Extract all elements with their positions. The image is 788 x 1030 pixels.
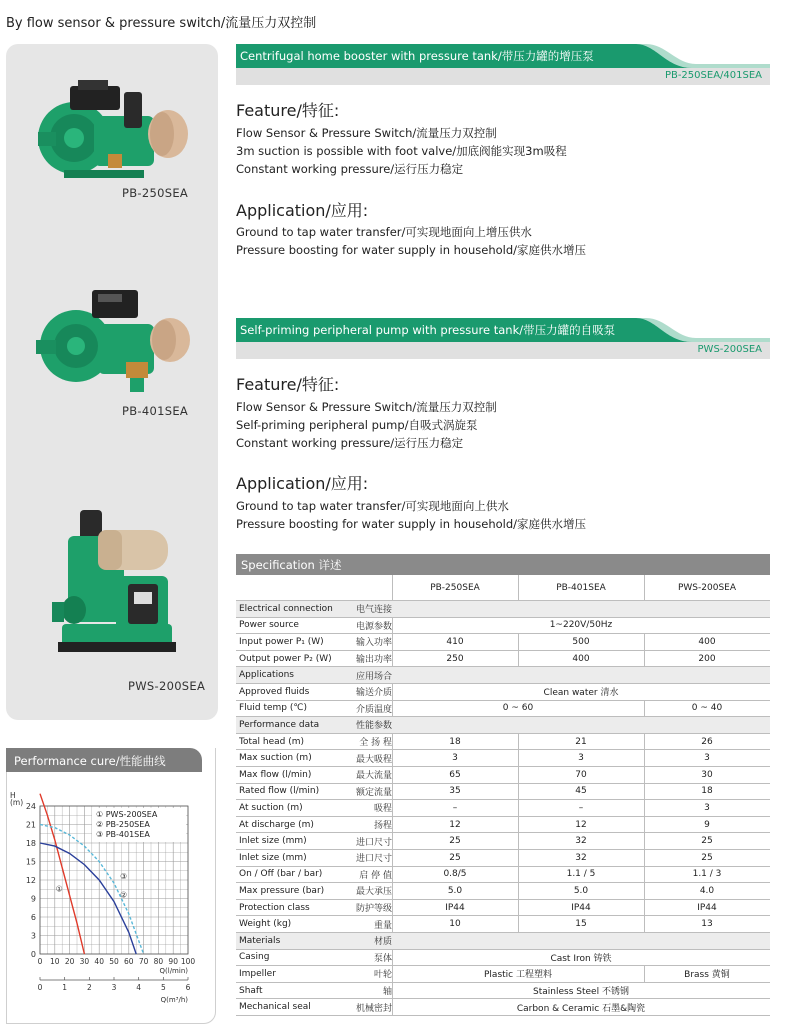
spec-value: IP44 <box>445 902 465 913</box>
feature-heading-2: Feature/特征: <box>236 375 340 394</box>
column-divider <box>644 651 645 667</box>
spec-row-label: Input power P₁ (W) <box>239 636 324 647</box>
column-divider <box>392 575 393 600</box>
column-divider <box>392 684 393 700</box>
spec-row <box>236 867 770 884</box>
column-divider <box>518 817 519 833</box>
column-divider <box>518 651 519 667</box>
spec-value: IP44 <box>571 902 591 913</box>
column-divider <box>518 850 519 866</box>
spec-row-label: Output power P₂ (W) <box>239 653 332 664</box>
x-tick-label: 30 <box>79 957 90 966</box>
spec-value: 65 <box>449 769 461 780</box>
spec-value: 18 <box>449 736 461 747</box>
spec-row-label: Materials <box>239 935 281 946</box>
spec-value: 15 <box>575 919 587 930</box>
spec-row-label-cn: 输出功率 <box>355 655 392 666</box>
spec-row-label: Shaft <box>239 985 263 996</box>
banner-models: PWS-200SEA <box>697 344 762 355</box>
banner-title: Self-priming peripheral pump with pressure tank/带压力罐的自吸泵 <box>240 323 616 337</box>
spec-row-label: Electrical connection <box>239 603 333 614</box>
column-divider <box>392 966 393 982</box>
spec-row <box>236 966 770 983</box>
spec-row-label-cn: 性能参数 <box>355 721 392 732</box>
secondary-tick-label: 2 <box>86 983 92 992</box>
x-tick-label: 100 <box>180 957 196 966</box>
spec-row-label-cn: 泵体 <box>373 953 392 964</box>
x-tick-label: 80 <box>153 957 164 966</box>
spec-row <box>236 817 770 834</box>
y-tick-label: 15 <box>25 857 36 867</box>
spec-row <box>236 999 770 1016</box>
x-axis-label: Q(l/min) <box>159 967 188 975</box>
pump-pb250sea-image <box>34 76 194 186</box>
spec-title: Specification 详述 <box>241 558 342 572</box>
spec-value: 25 <box>701 852 713 863</box>
spec-row-label-cn: 轴 <box>382 987 392 998</box>
banner-title: Centrifugal home booster with pressure tank/带压力罐的增压泵 <box>240 49 594 63</box>
spec-value: 30 <box>701 769 713 780</box>
column-divider <box>392 817 393 833</box>
column-divider <box>392 867 393 883</box>
spec-row-label: Performance data <box>239 719 320 730</box>
product-label-pb250sea: PB-250SEA <box>122 186 189 200</box>
column-divider <box>518 900 519 916</box>
column-divider <box>518 750 519 766</box>
spec-row <box>236 883 770 900</box>
performance-title: Performance cure/性能曲线 <box>14 754 166 768</box>
column-divider <box>518 575 519 600</box>
spec-row-label-cn: 进口尺寸 <box>355 837 392 848</box>
secondary-tick-label: 4 <box>136 983 142 992</box>
column-divider <box>392 983 393 999</box>
spec-value: 1.1 / 5 <box>566 869 596 880</box>
spec-row-label: Inlet size (mm) <box>239 852 307 863</box>
spec-row-label: Mechanical seal <box>239 1002 311 1013</box>
legend-entry: ② PB-250SEA <box>96 820 150 829</box>
spec-row-label: Inlet size (mm) <box>239 836 307 847</box>
column-divider <box>392 883 393 899</box>
spec-value: 410 <box>446 636 464 647</box>
secondary-tick-label: 6 <box>185 983 191 992</box>
column-divider <box>644 701 645 717</box>
y-tick-label: 21 <box>25 820 36 830</box>
column-divider <box>392 701 393 717</box>
spec-row-label: Fluid temp (℃) <box>239 703 307 714</box>
y-axis-unit: (m) <box>10 798 24 807</box>
spec-value: 35 <box>449 786 461 797</box>
spec-value: 25 <box>701 836 713 847</box>
spec-column-header: PB-250SEA <box>430 582 480 593</box>
column-divider <box>518 784 519 800</box>
x-tick-label: 0 <box>37 957 43 966</box>
spec-row <box>236 833 770 850</box>
product-label-pws200sea: PWS-200SEA <box>128 679 206 693</box>
y-tick-label: 0 <box>30 950 36 959</box>
spec-row-label: On / Off (bar / bar) <box>239 869 323 880</box>
spec-value: – <box>578 802 584 813</box>
column-divider <box>392 784 393 800</box>
spec-value: 5.0 <box>573 885 589 896</box>
spec-value: 32 <box>575 836 587 847</box>
banner-models: PB-250SEA/401SEA <box>664 70 762 81</box>
spec-row-label-cn: 额定流量 <box>355 787 392 798</box>
curve-marker: ① <box>55 884 63 894</box>
column-divider <box>392 767 393 783</box>
spec-row-label: Applications <box>239 670 294 681</box>
spec-row-label-cn: 最大承压 <box>355 887 392 898</box>
spec-row-label: Protection class <box>239 902 310 913</box>
performance-chart <box>6 776 214 1022</box>
product-label-pb401sea: PB-401SEA <box>122 404 189 418</box>
spec-row-label-cn: 应用场合 <box>355 671 392 682</box>
spec-value: 3 <box>578 753 584 764</box>
spec-row <box>236 667 770 684</box>
spec-row-label-cn: 全 扬 程 <box>359 738 392 749</box>
spec-row <box>236 734 770 751</box>
feature-heading-1: Feature/特征: <box>236 101 340 120</box>
spec-value: 500 <box>572 636 590 647</box>
column-divider <box>392 618 393 634</box>
spec-row <box>236 950 770 967</box>
pump-pb401sea-image <box>34 288 194 398</box>
legend-entry: ① PWS-200SEA <box>96 810 158 819</box>
secondary-tick-label: 5 <box>160 983 166 992</box>
column-divider <box>518 833 519 849</box>
column-divider <box>518 634 519 650</box>
spec-column-header-row <box>236 575 770 601</box>
spec-row-label-cn: 电气连接 <box>355 605 392 616</box>
spec-row-label-cn: 叶轮 <box>373 970 392 981</box>
application-item: Ground to tap water transfer/可实现地面向上增压供水 <box>236 225 532 239</box>
section-banner-centrifugal <box>236 44 770 86</box>
spec-value: 0 ~ 40 <box>691 703 723 714</box>
spec-row-label-cn: 材质 <box>373 937 392 948</box>
column-divider <box>644 767 645 783</box>
spec-row-label: Approved fluids <box>239 686 310 697</box>
spec-value: 400 <box>698 636 716 647</box>
spec-row <box>236 800 770 817</box>
y-tick-label: 9 <box>30 894 36 904</box>
spec-row-label-cn: 吸程 <box>373 804 392 815</box>
spec-row <box>236 767 770 784</box>
column-divider <box>644 750 645 766</box>
y-tick-label: 6 <box>30 913 36 922</box>
spec-row <box>236 983 770 1000</box>
spec-value: 45 <box>575 786 587 797</box>
x-tick-label: 50 <box>109 957 119 966</box>
application-heading-2: Application/应用: <box>236 474 369 493</box>
spec-value: 5.0 <box>447 885 463 896</box>
spec-row <box>236 750 770 767</box>
spec-row-label: Max pressure (bar) <box>239 885 325 896</box>
application-item: Pressure boosting for water supply in household/家庭供水增压 <box>236 243 587 257</box>
column-divider <box>518 916 519 932</box>
spec-row-label-cn: 进口尺寸 <box>355 854 392 865</box>
curve-marker: ③ <box>120 872 128 882</box>
y-axis-label: H <box>10 791 16 800</box>
spec-row-label: At suction (m) <box>239 802 303 813</box>
column-divider <box>392 950 393 966</box>
column-divider <box>392 651 393 667</box>
spec-value: 25 <box>449 836 461 847</box>
feature-item: 3m suction is possible with foot valve/加底阀能实现3m吸程 <box>236 144 567 158</box>
spec-value: Plastic 工程塑料 <box>484 970 552 981</box>
spec-value: 0 ~ 60 <box>502 703 534 714</box>
x-tick-label: 60 <box>124 957 134 966</box>
pump-pws200sea-image <box>50 506 180 662</box>
column-divider <box>392 634 393 650</box>
column-divider <box>644 883 645 899</box>
spec-row <box>236 701 770 718</box>
y-tick-label: 24 <box>25 802 36 811</box>
secondary-tick-label: 1 <box>62 983 68 992</box>
column-divider <box>392 916 393 932</box>
spec-row-label: Rated flow (l/min) <box>239 786 320 797</box>
spec-row-label: Max suction (m) <box>239 753 312 764</box>
x-tick-label: 10 <box>50 957 60 966</box>
spec-value: 3 <box>452 753 458 764</box>
application-item: Pressure boosting for water supply in household/家庭供水增压 <box>236 517 587 531</box>
spec-row <box>236 850 770 867</box>
banner-model-bar <box>236 342 770 359</box>
spec-value: 12 <box>449 819 461 830</box>
spec-row-label-cn: 介质温度 <box>355 704 392 715</box>
column-divider <box>644 916 645 932</box>
spec-row <box>236 634 770 651</box>
spec-row-label: Weight (kg) <box>239 919 292 930</box>
spec-value: Cast Iron 铸铁 <box>550 953 612 964</box>
column-divider <box>392 850 393 866</box>
column-divider <box>392 800 393 816</box>
spec-row <box>236 717 770 734</box>
spec-row-label-cn: 最大吸程 <box>355 754 392 765</box>
application-heading-1: Application/应用: <box>236 201 369 220</box>
column-divider <box>392 833 393 849</box>
column-divider <box>392 750 393 766</box>
spec-row-label-cn: 扬程 <box>373 821 392 832</box>
feature-item: Flow Sensor & Pressure Switch/流量压力双控制 <box>236 400 497 414</box>
column-divider <box>644 817 645 833</box>
column-divider <box>644 833 645 849</box>
spec-value: 4.0 <box>699 885 715 896</box>
column-divider <box>644 634 645 650</box>
spec-row <box>236 933 770 950</box>
page-header: By flow sensor & pressure switch/流量压力双控制 <box>6 16 317 31</box>
spec-value: 1~220V/50Hz <box>549 620 613 631</box>
spec-row <box>236 601 770 618</box>
legend-entry: ③ PB-401SEA <box>96 830 150 839</box>
spec-value: 32 <box>575 852 587 863</box>
column-divider <box>518 883 519 899</box>
spec-value: Brass 黄铜 <box>684 970 730 981</box>
secondary-tick-label: 3 <box>111 983 117 992</box>
column-divider <box>644 800 645 816</box>
spec-row-label-cn: 防护等级 <box>355 904 392 915</box>
y-tick-label: 12 <box>25 876 36 885</box>
column-divider <box>644 867 645 883</box>
spec-row-label: Impeller <box>239 968 276 979</box>
spec-column-header: PB-401SEA <box>556 582 606 593</box>
spec-value: Stainless Steel 不锈钢 <box>533 987 629 998</box>
spec-row-label-cn: 输送介质 <box>355 688 392 699</box>
column-divider <box>644 734 645 750</box>
spec-value: 1.1 / 3 <box>692 869 722 880</box>
spec-value: IP44 <box>697 902 717 913</box>
feature-item: Self-priming peripheral pump/自吸式涡旋泵 <box>236 418 478 432</box>
spec-row <box>236 618 770 635</box>
curve-marker: ② <box>120 890 128 900</box>
spec-value: 70 <box>575 769 587 780</box>
spec-value: 250 <box>446 653 464 664</box>
column-divider <box>518 867 519 883</box>
spec-value: 9 <box>704 819 710 830</box>
spec-row-label-cn: 电源参数 <box>355 621 392 632</box>
spec-row <box>236 651 770 668</box>
spec-row <box>236 916 770 933</box>
column-divider <box>392 900 393 916</box>
column-divider <box>644 966 645 982</box>
column-divider <box>392 734 393 750</box>
secondary-axis-label: Q(m³/h) <box>160 996 188 1004</box>
spec-value: 10 <box>449 919 461 930</box>
spec-value: 400 <box>572 653 590 664</box>
spec-value: 13 <box>701 919 713 930</box>
column-divider <box>644 784 645 800</box>
x-tick-label: 90 <box>168 957 178 966</box>
column-divider <box>644 900 645 916</box>
spec-row <box>236 784 770 801</box>
spec-row-label: Casing <box>239 952 270 963</box>
spec-row-label: Power source <box>239 620 299 631</box>
spec-row-label: Total head (m) <box>239 736 304 747</box>
application-item: Ground to tap water transfer/可实现地面向上供水 <box>236 499 509 513</box>
spec-row-label: At discharge (m) <box>239 819 314 830</box>
spec-value: 3 <box>704 753 710 764</box>
column-divider <box>518 800 519 816</box>
y-tick-label: 18 <box>25 839 36 848</box>
x-tick-label: 70 <box>138 957 149 966</box>
spec-row <box>236 900 770 917</box>
spec-value: 26 <box>701 736 713 747</box>
spec-value: Clean water 清水 <box>543 688 619 699</box>
spec-value: 25 <box>449 852 461 863</box>
spec-value: 21 <box>575 736 587 747</box>
feature-item: Flow Sensor & Pressure Switch/流量压力双控制 <box>236 126 497 140</box>
spec-row <box>236 684 770 701</box>
spec-value: 3 <box>704 802 710 813</box>
feature-item: Constant working pressure/运行压力稳定 <box>236 162 464 176</box>
x-tick-label: 40 <box>94 957 104 966</box>
spec-value: 200 <box>698 653 716 664</box>
spec-value: – <box>452 802 458 813</box>
spec-column-header: PWS-200SEA <box>677 582 737 593</box>
spec-value: 0.8/5 <box>443 869 467 880</box>
y-tick-label: 3 <box>30 931 36 941</box>
spec-row-label-cn: 启 停 值 <box>359 870 392 881</box>
spec-row-label-cn: 最大流量 <box>355 771 392 782</box>
column-divider <box>392 999 393 1015</box>
secondary-tick-label: 0 <box>37 983 43 992</box>
spec-row-label-cn: 输入功率 <box>355 638 392 649</box>
spec-value: 18 <box>701 786 713 797</box>
spec-value: Carbon & Ceramic 石墨&陶瓷 <box>516 1003 646 1014</box>
product-panel <box>6 44 218 720</box>
spec-value: 12 <box>575 819 587 830</box>
x-tick-label: 20 <box>64 957 75 966</box>
column-divider <box>518 767 519 783</box>
section-banner-self-priming <box>236 318 770 360</box>
spec-row-label-cn: 重量 <box>373 920 392 931</box>
column-divider <box>518 734 519 750</box>
feature-item: Constant working pressure/运行压力稳定 <box>236 436 464 450</box>
column-divider <box>644 575 645 600</box>
column-divider <box>644 850 645 866</box>
spec-row-label: Max flow (l/min) <box>239 769 312 780</box>
spec-row-label-cn: 机械密封 <box>355 1003 392 1014</box>
